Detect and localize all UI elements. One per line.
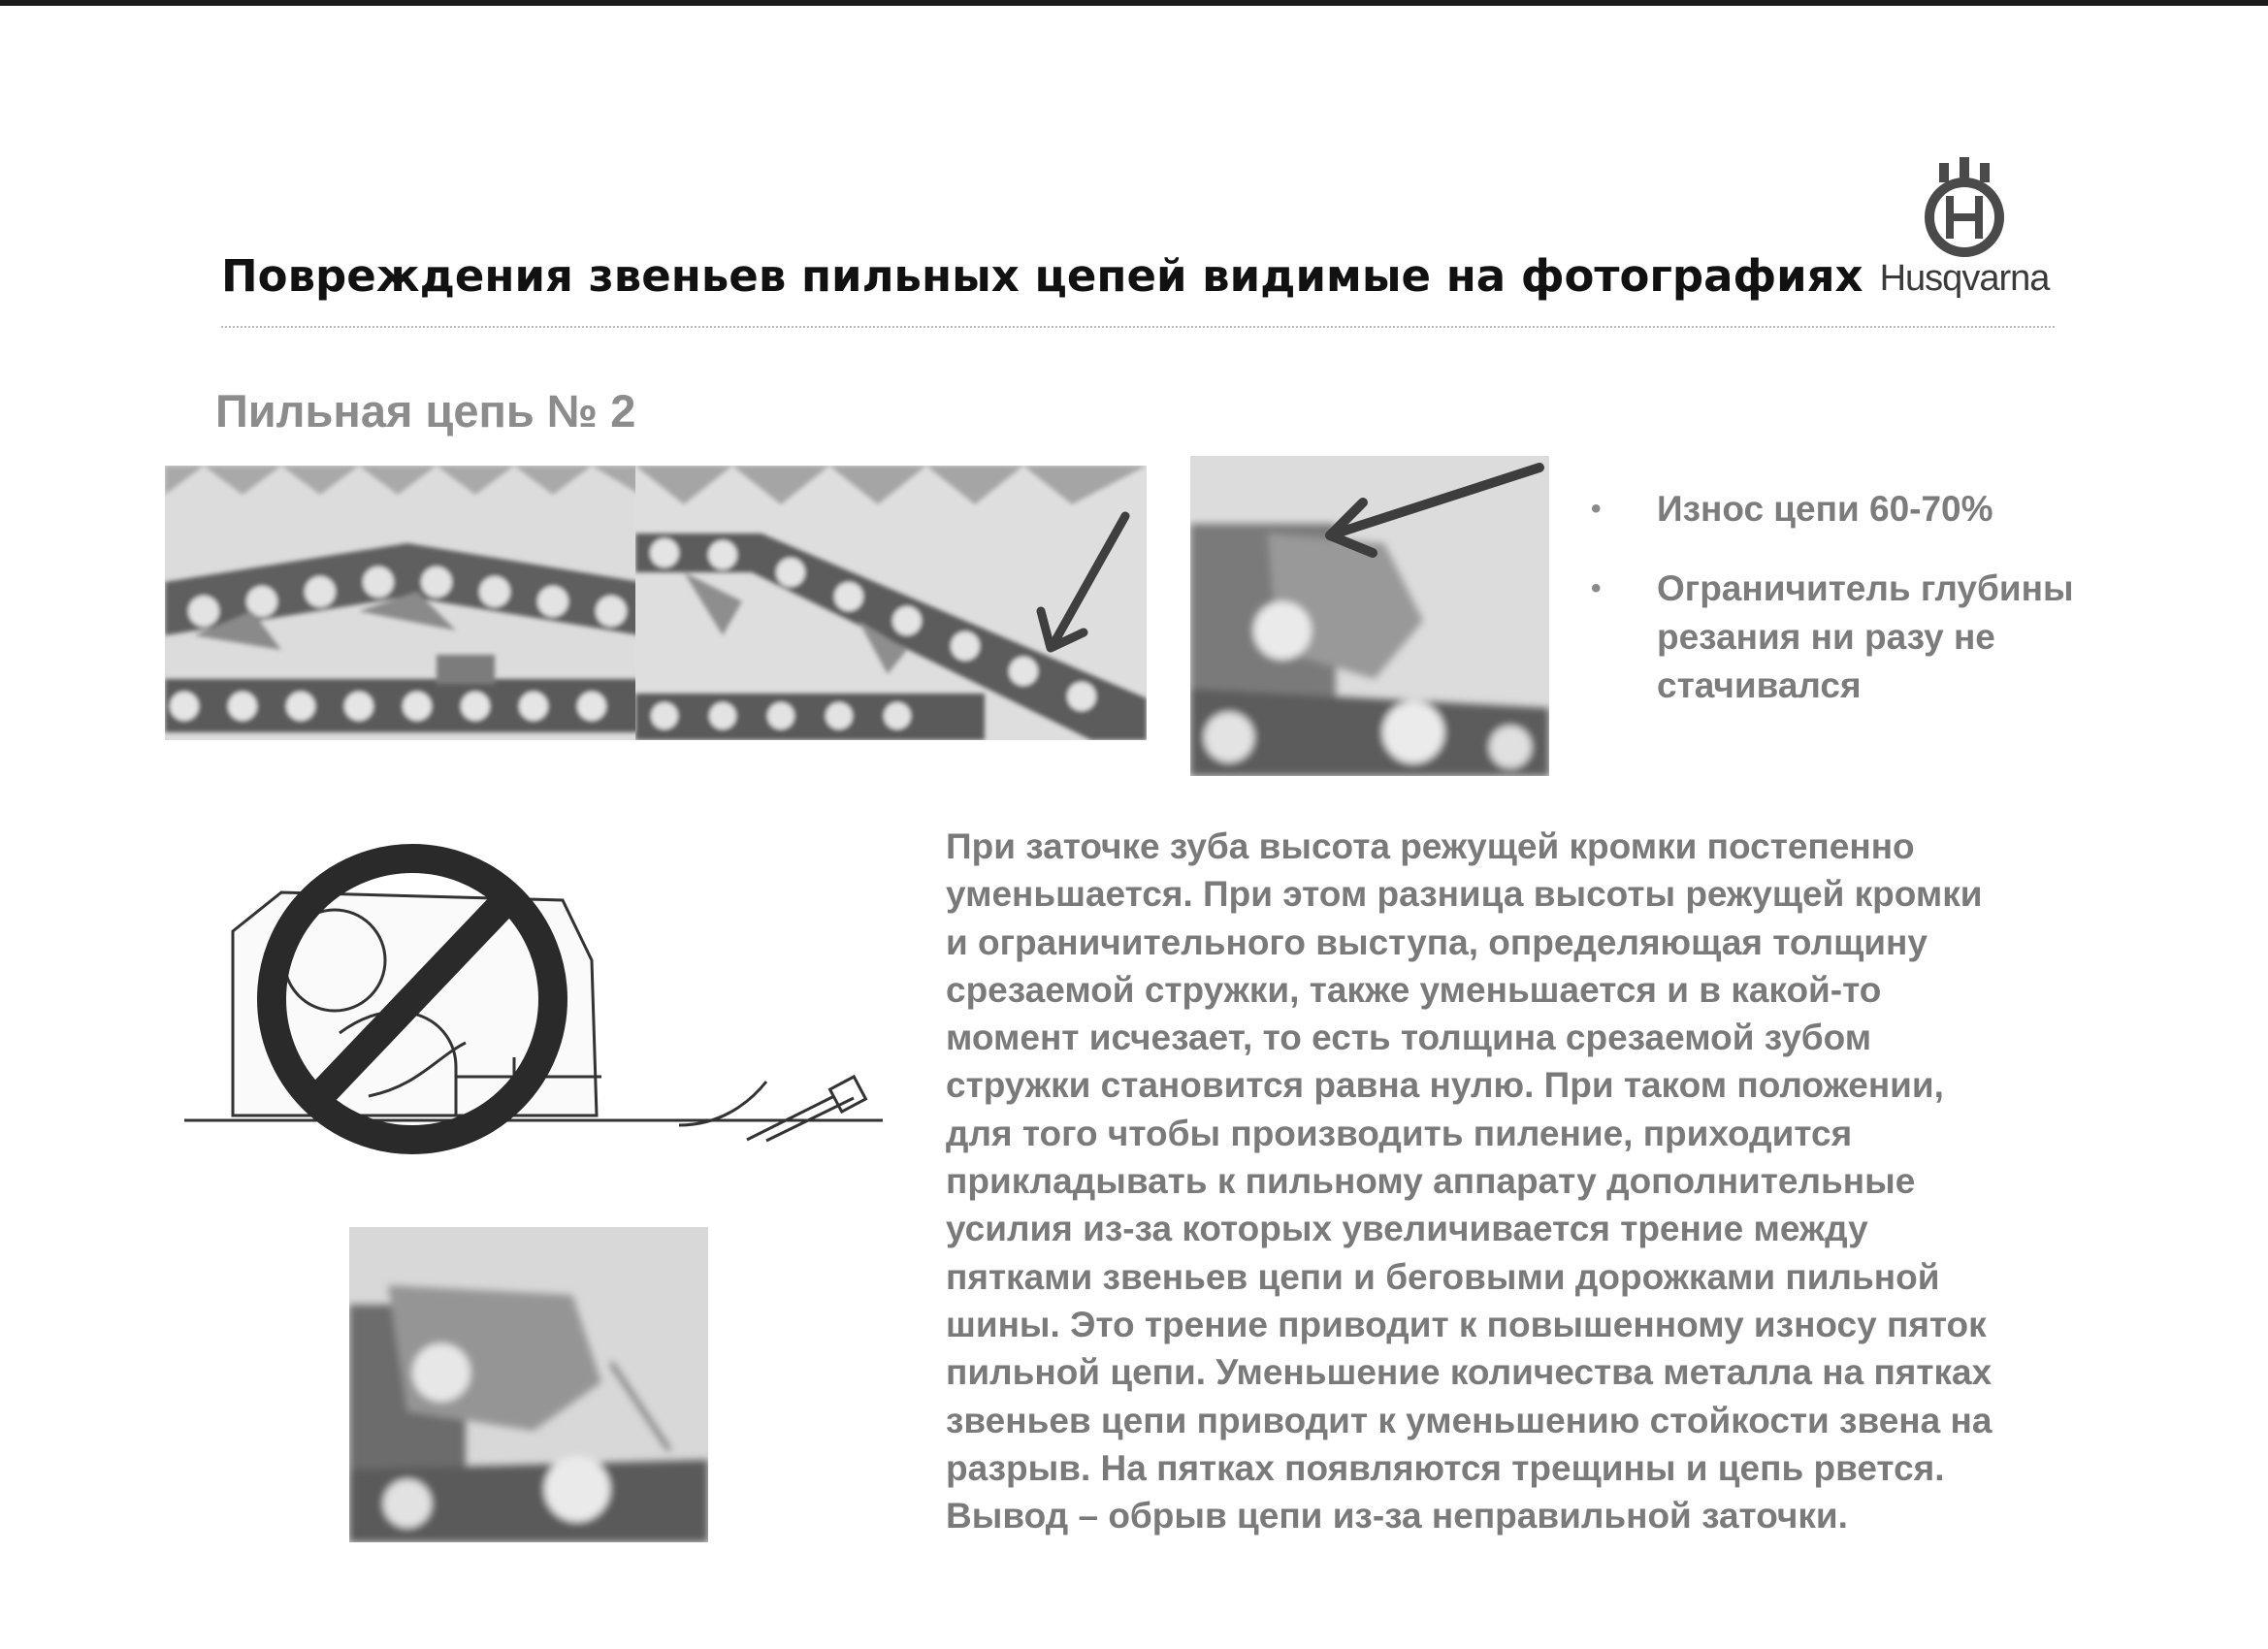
- paragraph-line: и ограничительного выступа, определяющая толщину: [946, 922, 1928, 962]
- paragraph-line: уменьшается. При этом разница высоты режущей кромки: [946, 874, 1983, 915]
- paragraph-line: прикладывать к пильному аппарату дополнительные: [946, 1161, 1916, 1202]
- paragraph-line: для того чтобы производить пиление, приходится: [946, 1113, 1853, 1153]
- paragraph-line: момент исчезает, то есть толщина срезаемой зубом: [946, 1018, 1872, 1058]
- paragraph-line: При заточке зуба высота режущей кромки постепенно: [946, 826, 1915, 866]
- paragraph-line: усилия из-за которых увеличивается трение между: [946, 1209, 1868, 1249]
- paragraph-line: пильной цепи. Уменьшение количества металла на пятках: [946, 1352, 1993, 1393]
- page-title: Повреждения звеньев пильных цепей видимые на фотографиях: [221, 250, 1863, 302]
- paragraph-line: пятками звеньев цепи и беговыми дорожками пильной: [946, 1256, 1940, 1297]
- chain-photo-closeup-bottom: [349, 1227, 708, 1542]
- husqvarna-crown-icon: [1920, 157, 2009, 258]
- bullet-item: • Износ цепи 60-70%: [1591, 485, 2134, 534]
- paragraph-line: шины. Это трение приводит к повышенному износу пяток: [946, 1304, 1987, 1344]
- paragraph-line: стружки становится равна нулю. При таком положении,: [946, 1065, 1944, 1106]
- paragraph-line: Вывод – обрыв цепи из-за неправильной заточки.: [946, 1496, 1848, 1536]
- explanation-paragraph: [946, 823, 2110, 1539]
- husqvarna-logo: [1867, 157, 2061, 312]
- section-subtitle: Пильная цепь № 2: [215, 385, 636, 436]
- chain-photo-overview-right: [635, 466, 1147, 740]
- paragraph-line: разрыв. На пятках появляются трещины и цепь рвется.: [946, 1447, 1945, 1488]
- paragraph-line: срезаемой стружки, также уменьшается и в какой-то: [946, 969, 1882, 1010]
- bullet-list: [1591, 485, 2134, 741]
- chain-photo-overview-left: [165, 466, 640, 740]
- prohibition-diagram: [175, 834, 892, 1183]
- scan-top-border: [0, 0, 2268, 6]
- paragraph-line: звеньев цепи приводит к уменьшению стойкости звена на: [946, 1400, 1993, 1440]
- bullet-item: • Ограничитель глубины резания ни разу не стачивался: [1591, 565, 2134, 710]
- logo-text: Husqvarna: [1879, 258, 2050, 299]
- chain-photo-closeup-top: [1190, 456, 1549, 776]
- title-divider: [221, 326, 2055, 328]
